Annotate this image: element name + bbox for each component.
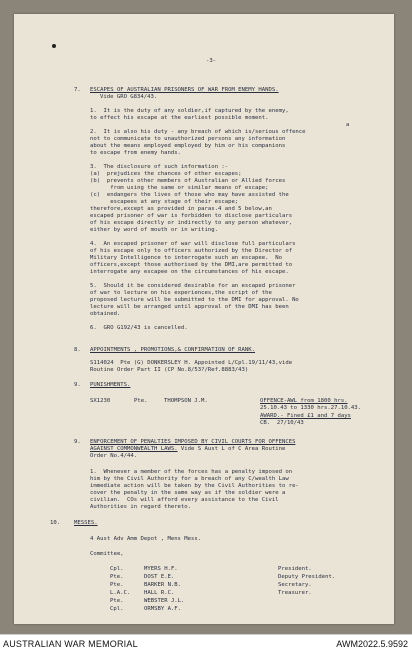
s7-p1-line: to effect his escape at the earliest possible moment. (90, 115, 269, 121)
section-9b-order: Order No.4/44. (90, 453, 138, 459)
footer-institution: AUSTRALIAN WAR MEMORIAL (3, 639, 138, 649)
s7-p3-item-a: (a) prejudices the chances of other escapes; (90, 171, 242, 177)
member-rank: Pte. (110, 574, 124, 580)
section-9b-heading: ENFORCEMENT OF PENALTIES IMPOSED BY CIVIL COURTS FOR OFFENCES (90, 439, 296, 445)
s7-p2-line: not to communicate to unauthorized persons any information (90, 136, 286, 142)
s7-p3-item-c: escapees at any stage of their escape; (90, 199, 239, 205)
s7-p3-line: therefore,except as provided in paras.4 and 5 below,an (90, 206, 272, 212)
committee-label: Committee, (90, 551, 124, 557)
punishment-name: THOMPSON J.M. (164, 398, 208, 404)
section-9b-number: 9. (74, 439, 81, 445)
s7-p4-line: of his escape only to officers authorized by the Director of (90, 248, 293, 254)
s7-p1-line: 1. It is the duty of any soldier,if captured by the enemy, (90, 108, 289, 114)
s9b-line: Authorities in regard thereto. (90, 504, 192, 510)
s7-p2-line: to escape from enemy hands. (90, 150, 181, 156)
page-number: -3- (206, 58, 217, 64)
section-9b-heading-underlined: AGAINST COMMONWEALTH LAWS. (90, 446, 178, 452)
s9b-line: cover the penalty in the same way as if the soldier were a (90, 490, 286, 496)
s8-line: Routine Order Part II (CP No.8/53?/Ref.8883/43) (90, 367, 249, 373)
member-name: ORMSBY A.F. (144, 606, 182, 612)
section-8-heading: APPOINTMENTS , PROMOTIONS,& CONFIRMATION OF RANK. (90, 347, 256, 353)
s9b-line: 1. Whenever a member of the forces has a penalty imposed on (90, 469, 293, 475)
s7-p2-line: 2. It is also his duty - any breach of which is/serious offence (90, 129, 306, 135)
s7-p5-line: of war to lecture on his experiences,the script of the (90, 290, 272, 296)
s8-line: S114024 Pte (G) DONKERSLEY H. Appointed L/Cpl.19/11/43,vide (90, 360, 293, 366)
member-role: Secretary. (278, 582, 312, 588)
member-name: MYERS H.F. (144, 566, 178, 572)
s7-p2-insertion: a (346, 122, 350, 128)
member-rank: Pte. (110, 598, 124, 604)
document-page (14, 14, 394, 624)
member-rank: Cpl. (110, 606, 124, 612)
s7-p3-line: either by word of mouth or in writing. (90, 227, 218, 233)
member-rank: L.A.C. (110, 590, 131, 596)
s7-p4-line: 4. An escaped prisoner of war will disclose full particulars (90, 241, 296, 247)
punishment-rank: Pte. (134, 398, 148, 404)
s7-p5-line: 5. Should it be considered desirable for an escaped prisoner (90, 283, 296, 289)
punishment-offence: OFFENCE-AWL from 1800 hrs. (260, 398, 348, 404)
punishment-number: SX1230 (90, 398, 111, 404)
s7-p5-line: proposed lecture will be submitted to the DMI for approval. No (90, 297, 299, 303)
punishment-award: CB. 27/10/43 (260, 420, 304, 426)
member-name: DOST E.E. (144, 574, 175, 580)
punishment-offence: 25.10.43 to 1330 hrs.27.10.43. (260, 405, 362, 411)
s7-p4-line: interrogate any escapee on the circumstances of his escape. (90, 269, 289, 275)
s7-p4-line: Military Intelligence to interrogate such an escapee. No (90, 255, 282, 261)
s7-p3-line: 3. The disclosure of such information :- (90, 164, 229, 170)
section-8-number: 8. (74, 347, 81, 353)
punishment-award: AWARD.- Fined £1 and 7 days (260, 413, 351, 419)
section-9b-vide: Vide S Aust L of C Area Routine (177, 446, 286, 452)
section-7-heading: ESCAPES OF AUSTRALIAN PRISONERS OF WAR FROM ENEMY HANDS. (90, 87, 279, 93)
s7-p3-item-b: from using the same or similar means of escape; (90, 185, 269, 191)
section-10-heading: MESSES. (74, 520, 98, 526)
member-role: President. (278, 566, 312, 572)
s9b-line: him by the Civil Authority for a breach of any C/wealth Law (90, 476, 289, 482)
member-role: Treasurer. (278, 590, 312, 596)
s7-p4-line: officers,except those authorised by the DMI,are permitted to (90, 262, 293, 268)
member-rank: Cpl. (110, 566, 124, 572)
archive-footer (0, 634, 412, 654)
section-7-number: 7. (74, 87, 81, 93)
section-9b-heading-line2 (90, 446, 285, 453)
s7-p3-item-b: (b) prevents other members of Australian or Allied forces (90, 178, 286, 184)
s7-p3-line: escaped prisoner of war is forbidden to disclose particulars (90, 213, 293, 219)
footer-accession-number: AWM2022.5.9592 (336, 639, 408, 649)
section-9a-number: 9. (74, 382, 81, 388)
s9b-line: immediate action will be taken by the Civil Authorities to re- (90, 483, 299, 489)
mess-name: 4 Aust Adv Amm Depot , Mens Mess. (90, 536, 202, 542)
member-rank: Pte. (110, 582, 124, 588)
s7-p2-line: about the means employed employed by him or his companions (90, 143, 286, 149)
s7-p5-line: lecture will be arranged until approval of the DMI has been (90, 304, 289, 310)
s7-p6-line: 6. GRO G192/43 is cancelled. (90, 325, 188, 331)
section-10-number: 10. (50, 520, 61, 526)
s7-p3-line: of his escape directly or indirectly to any person whatever, (90, 220, 293, 226)
member-name: WEBSTER J.L. (144, 598, 185, 604)
section-7-vide: Vide GRO G834/43. (100, 94, 158, 100)
member-role: Deputy President. (278, 574, 336, 580)
punch-hole-mark (52, 44, 56, 48)
s7-p5-line: obtained. (90, 311, 121, 317)
member-name: BARKER N.B. (144, 582, 182, 588)
section-9a-heading: PUNISHMENTS. (90, 382, 131, 388)
s9b-line: civilian. COs will afford every assistance to the Civil (90, 497, 279, 503)
s7-p3-item-c: (c) endangers the lives of those who may have assisted the (90, 192, 289, 198)
member-name: HALL R.C. (144, 590, 175, 596)
